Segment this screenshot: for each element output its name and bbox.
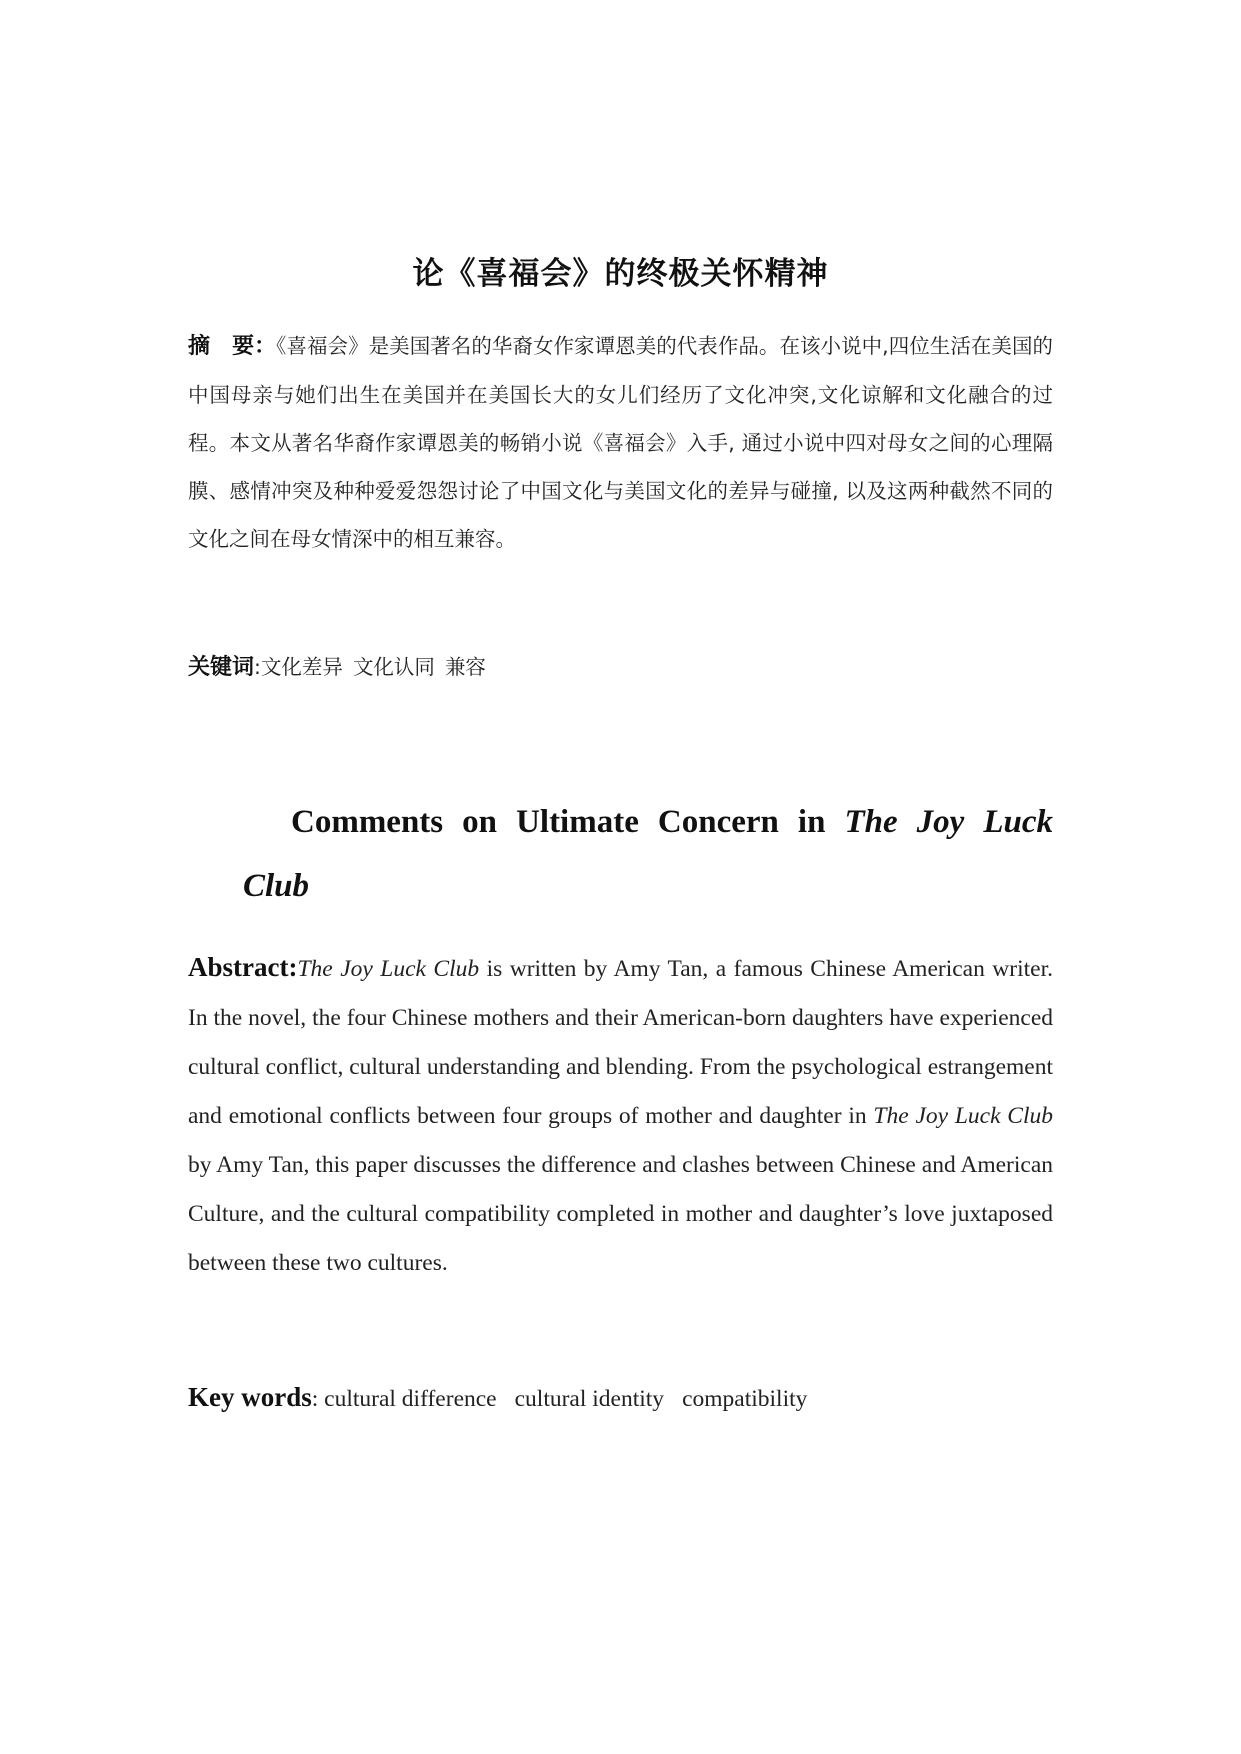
chinese-keyword: 文化认同	[352, 655, 435, 679]
english-keyword: cultural difference	[324, 1386, 497, 1412]
chinese-abstract-text: 《喜福会》是美国著名的华裔女作家谭恩美的代表作品。在该小说中,四位生活在美国的中国母亲与她们出生在美国并在美国长大的女儿们经历了文化冲突,文化谅解和文化融合的过程。本文从著名华裔作家谭恩美的畅销小说《喜福会》入手, 通过小说中四对母女之间的心理隔膜、感情冲突及种种爱爱怨怨讨论了中国文化与美国文化的差异与碰撞, 以及这两种截然不同的文化之间在母女情深中的相互兼容。	[188, 334, 1053, 551]
english-abstract-text: by Amy Tan, this paper discusses the difference and clashes between Chinese and American Culture, and the cultural compatibility completed in mother and daughter’s love juxtaposed between these two cultures.	[188, 1152, 1053, 1276]
english-abstract-book-title: The Joy Luck Club	[297, 956, 480, 982]
english-keywords-colon: :	[311, 1386, 325, 1412]
english-abstract-label: Abstract:	[188, 952, 298, 982]
chinese-abstract	[188, 322, 1053, 563]
chinese-keyword: 文化差异	[260, 655, 343, 679]
english-abstract-text: is written by Amy Tan, a famous Chinese American writer. In the novel, the four Chinese mothers and their American-born daughters have experienced cultural conflict, cultural understanding and blending. From the psychological estrangement and emotional conflicts between four groups of mother and daughter in	[188, 956, 1053, 1129]
english-keywords-label: Key words	[188, 1382, 312, 1412]
english-keyword: cultural identity	[514, 1386, 665, 1412]
english-title	[243, 790, 1053, 918]
chinese-keywords	[188, 650, 1053, 681]
chinese-abstract-label: 摘 要：	[188, 334, 277, 359]
chinese-keywords-label: 关键词	[188, 655, 255, 680]
english-title-text: Comments on Ultimate Concern in	[291, 804, 845, 840]
chinese-title: 论《喜福会》的终极关怀精神	[412, 256, 829, 292]
english-abstract-book-title: The Joy Luck Club	[873, 1103, 1053, 1129]
chinese-keywords-colon: :	[254, 655, 261, 679]
english-abstract	[188, 943, 1053, 1288]
english-keyword: compatibility	[682, 1386, 808, 1412]
english-title-italic: The Joy Luck Club	[243, 804, 1054, 904]
english-keywords	[188, 1382, 1053, 1413]
chinese-keyword: 兼容	[444, 655, 486, 679]
